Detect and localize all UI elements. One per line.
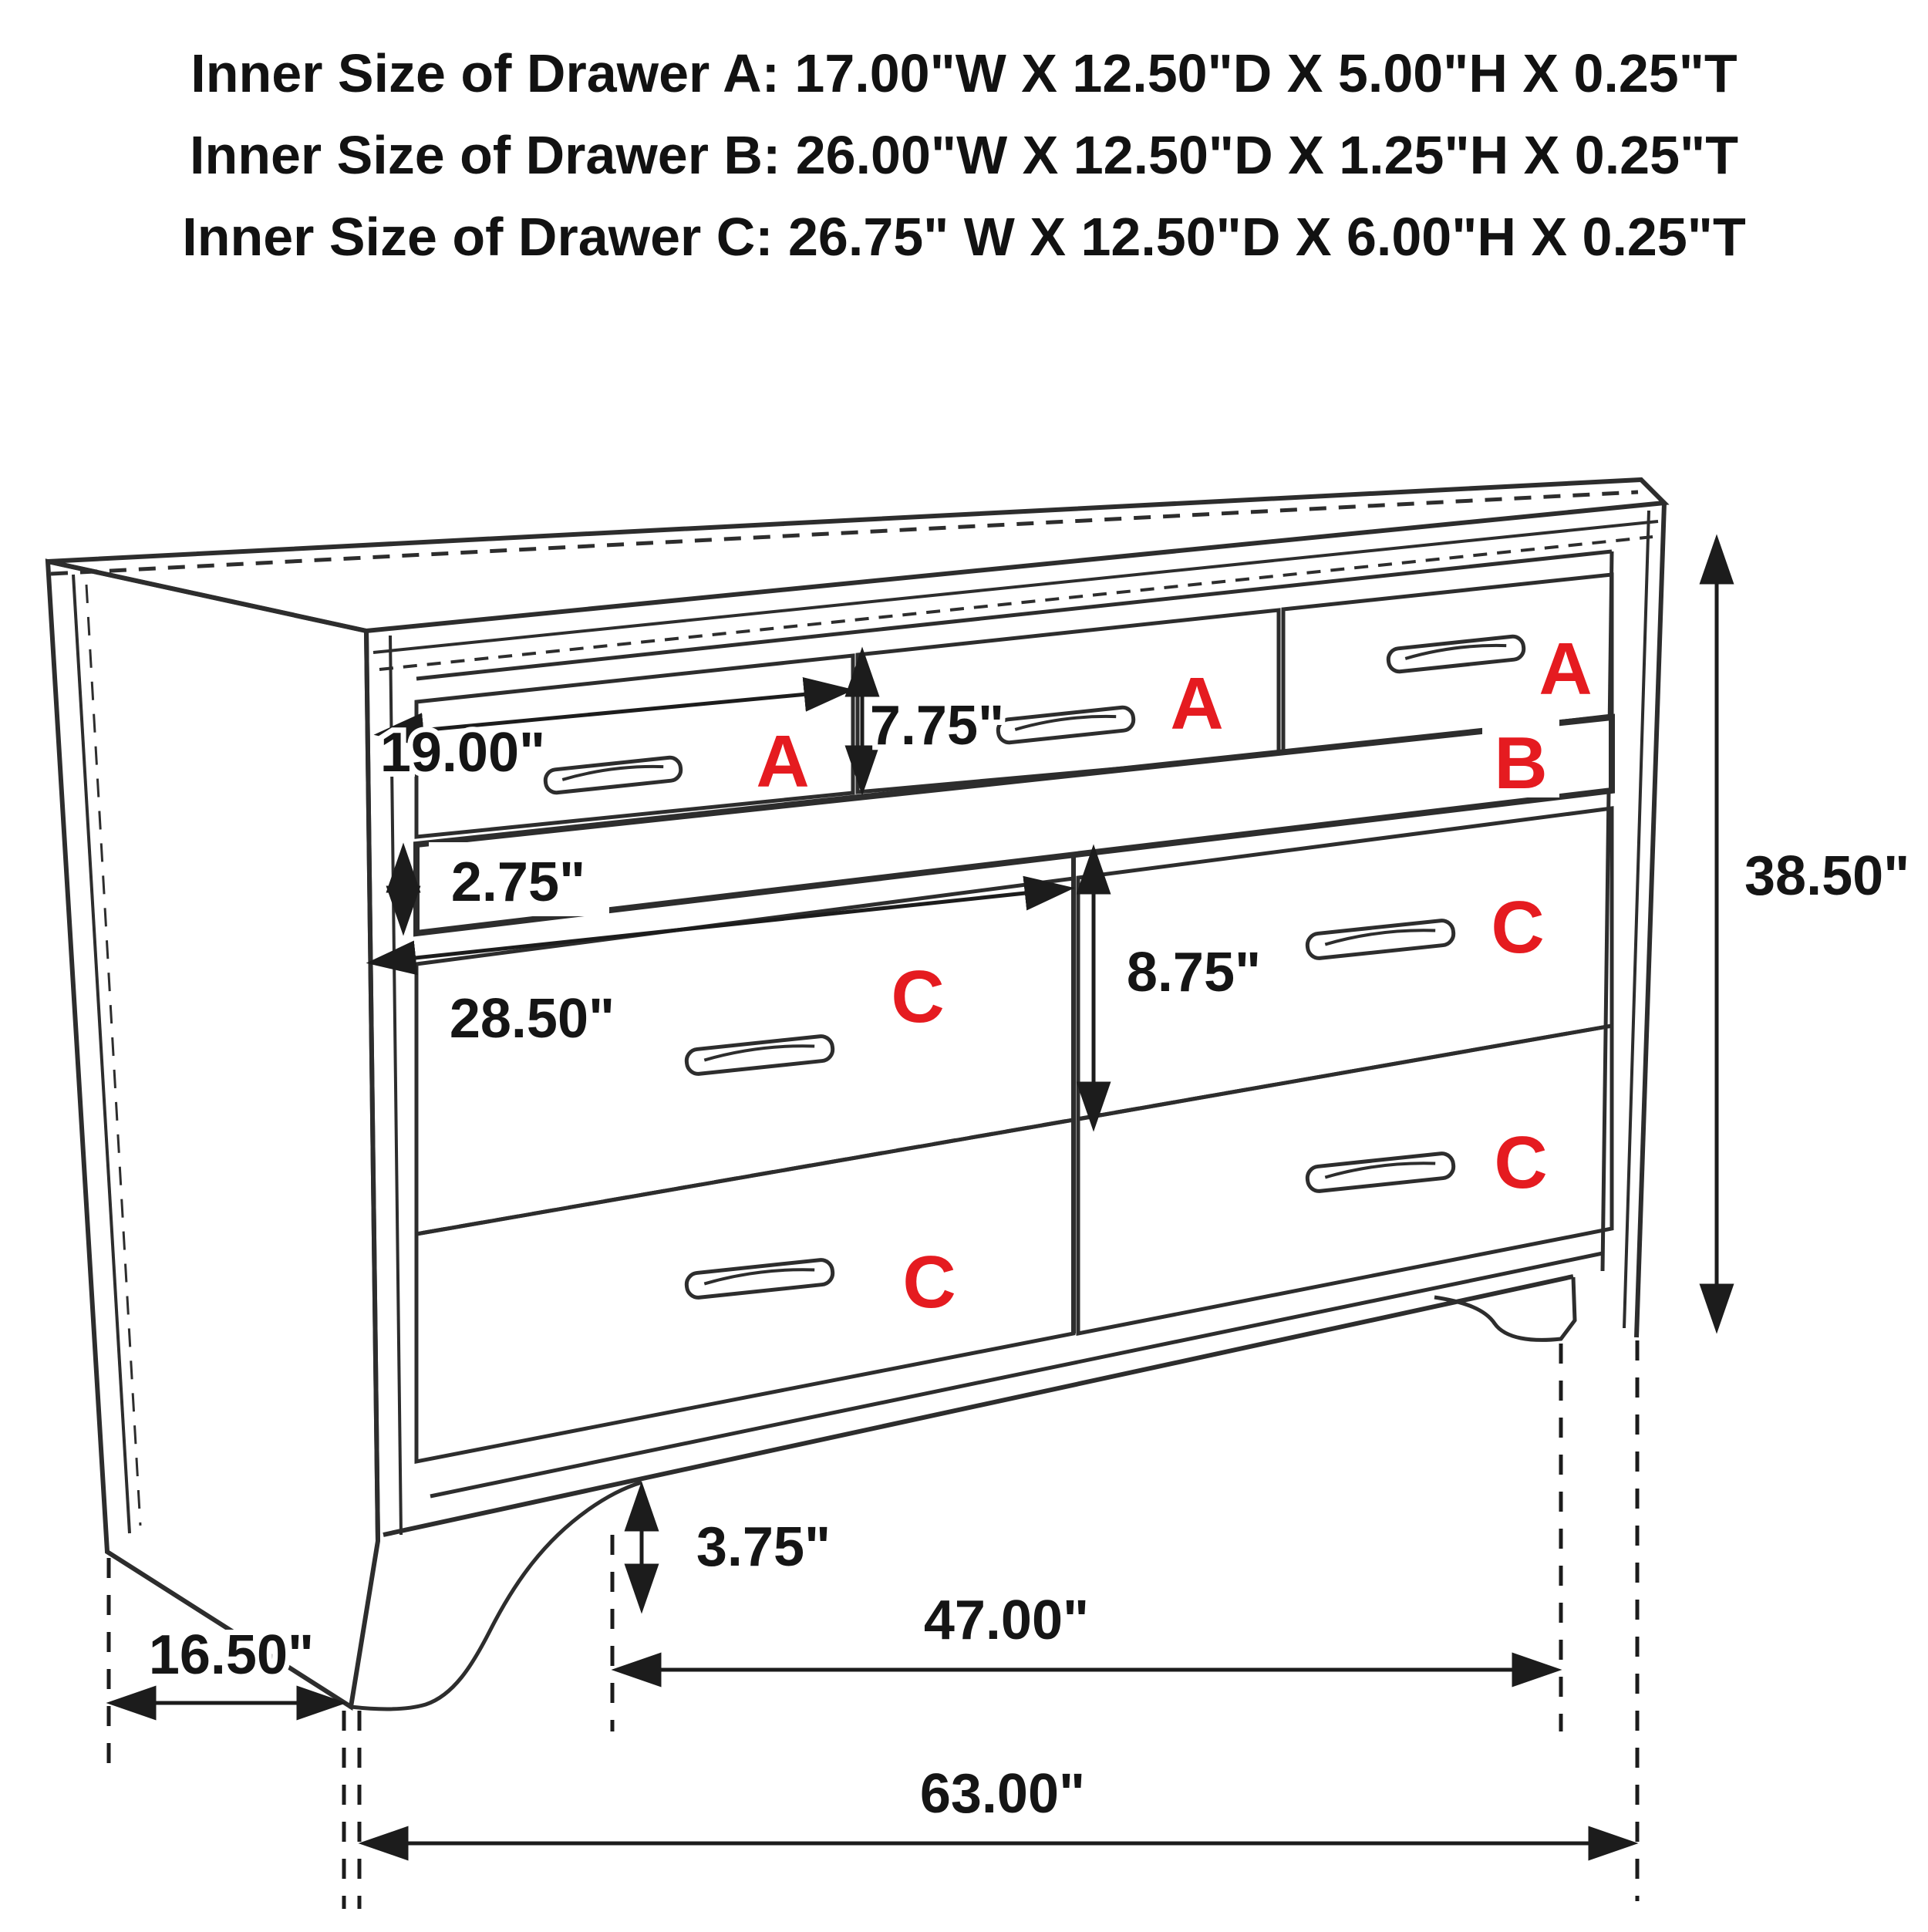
dim-inner-feet-span xyxy=(617,1590,1556,1670)
svg-text:28.50": 28.50" xyxy=(449,988,615,1050)
front-left-bracket-foot xyxy=(351,1482,642,1709)
drawer-a2-handle xyxy=(997,706,1134,743)
dim-drawer-a-height xyxy=(862,652,1004,790)
dim-overall-width xyxy=(364,1763,1633,1843)
svg-text:2.75": 2.75" xyxy=(450,851,586,913)
spec-line-drawer-a: Inner Size of Drawer A: 17.00"W X 12.50"D X 5.00"H X 0.25"T xyxy=(190,43,1738,103)
letter-drawer-b: B xyxy=(1494,722,1548,804)
drawer-a3-handle xyxy=(1387,636,1525,673)
svg-text:63.00": 63.00" xyxy=(919,1763,1086,1825)
drawer-c-bottom-right-handle xyxy=(1306,1152,1454,1192)
dresser-top-face xyxy=(48,480,1664,669)
svg-text:47.00": 47.00" xyxy=(923,1590,1090,1651)
svg-text:16.50": 16.50" xyxy=(148,1624,315,1686)
letter-drawer-c-top-right: C xyxy=(1491,886,1545,969)
svg-text:8.75": 8.75" xyxy=(1126,942,1262,1003)
letter-drawer-c-bottom-left: C xyxy=(902,1241,956,1323)
spec-header xyxy=(0,32,1928,278)
spec-line-drawer-b: Inner Size of Drawer B: 26.00"W X 12.50"D X 1.25"H X 0.25"T xyxy=(190,125,1738,185)
letter-drawer-c-bottom-right: C xyxy=(1494,1121,1548,1204)
letter-drawer-a2: A xyxy=(1170,663,1224,745)
front-right-bracket-foot xyxy=(1434,1277,1575,1340)
letter-drawer-a1: A xyxy=(756,720,810,803)
drawer-c-top-right-handle xyxy=(1306,919,1454,959)
svg-text:7.75": 7.75" xyxy=(869,695,1005,757)
svg-text:3.75": 3.75" xyxy=(696,1516,831,1578)
drawer-c-bottom-left-handle xyxy=(686,1259,834,1299)
letter-drawer-a3: A xyxy=(1539,628,1593,710)
dresser-left-side-panel xyxy=(48,561,378,1707)
spec-line-drawer-c: Inner Size of Drawer C: 26.75" W X 12.50"D X 6.00"H X 0.25"T xyxy=(182,207,1746,267)
dim-depth xyxy=(112,1624,341,1703)
dim-overall-height xyxy=(1717,540,1909,1328)
dim-drawer-c-height xyxy=(1094,850,1261,1126)
letter-drawer-c-top-left: C xyxy=(891,956,945,1038)
svg-text:19.00": 19.00" xyxy=(379,722,546,784)
drawer-c-top-left-handle xyxy=(686,1035,834,1075)
dim-foot-height xyxy=(642,1487,831,1608)
svg-text:38.50": 38.50" xyxy=(1744,845,1910,907)
drawer-a1-handle xyxy=(544,757,682,794)
